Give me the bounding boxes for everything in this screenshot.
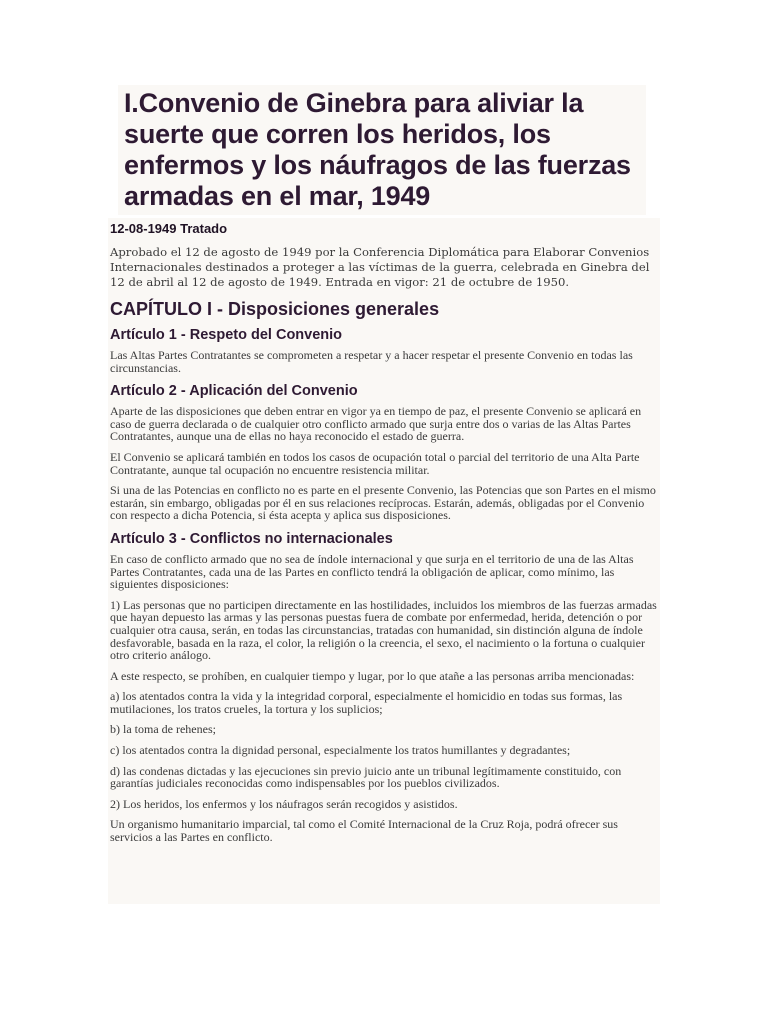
article-3-paragraph-3: A este respecto, se prohíben, en cualquier tiempo y lugar, por lo que atañe a las personas arriba mencionadas:: [110, 668, 635, 683]
article-2-paragraph-1: Aparte de las disposiciones que deben entrar en vigor ya en tiempo de paz, el presente Convenio se aplicará en caso de guerra declarada o de cualquier otro conflicto armado que surja entre dos o varias de las Altas Partes Contratantes, aunque una de ellas no haya reconocido el estado de guerra.: [110, 404, 642, 444]
article-3-paragraph-8: 2) Los heridos, los enfermos y los náufragos serán recogidos y asistidos.: [110, 796, 458, 811]
article-3-heading: Artículo 3 - Conflictos no internacionales: [110, 530, 393, 547]
article-3-paragraph-1: En caso de conflicto armado que no sea de índole internacional y que surja en el territorio de una de las Altas Partes Contratantes, cada una de las Partes en conflicto tendrá la obligación de aplicar, como mínimo, las siguientes disposiciones:: [110, 551, 634, 592]
chapter-heading: CAPÍTULO I - Disposiciones generales: [110, 299, 440, 319]
article-1-paragraph-1: Las Altas Partes Contratantes se comprometen a respetar y a hacer respetar el presente Convenio en todas las circunstancias.: [110, 348, 633, 375]
article-3-paragraph-2: 1) Las personas que no participen directamente en las hostilidades, incluidos los miembros de las fuerzas armadas que hayan depuesto las armas y las personas puestas fuera de combate por enfermedad, herida, detención o por cualquier otra causa, serán, en todas las circunstancias, tratadas con humanidad, sin distinción alguna de índole desfavorable, basada en la raza, el color, la religión o la creencia, el sexo, el nacimiento o la fortuna o cualquier otro criterio análogo.: [110, 597, 657, 663]
article-2-heading: Artículo 2 - Aplicación del Convenio: [110, 383, 358, 400]
article-3-paragraph-6: c) los atentados contra la dignidad personal, especialmente los tratos humillantes y degradantes;: [110, 743, 571, 758]
article-3-paragraph-7: d) las condenas dictadas y las ejecuciones sin previo juicio ante un tribunal legítimamente constituido, con garantías judiciales reconocidas como indispensables por los pueblos civilizados.: [110, 763, 622, 791]
title-block: [118, 85, 646, 215]
document-title: I.Convenio de Ginebra para aliviar la suerte que corren los heridos, los enfermos y los náufragos de las fuerzas armadas en el mar, 1949: [124, 88, 631, 211]
intro-paragraph: Aprobado el 12 de agosto de 1949 por la Conferencia Diplomática para Elaborar Convenios Internacionales destinados a proteger a las víctimas de la guerra, celebrada en Ginebra del 12 de abril al 12 de agosto de 1949. Entrada en vigor: 21 de octubre de 1950.: [110, 245, 650, 289]
article-2-paragraph-3: Si una de las Potencias en conflicto no es parte en el presente Convenio, las Potencias que son Partes en el mismo estarán, sin embargo, obligadas por él en sus relaciones recíprocas. Estarán, además, obligadas por el Convenio con respecto a dicha Potencia, si ésta acepta y aplica sus disposiciones.: [110, 483, 656, 523]
article-3-paragraph-9: Un organismo humanitario imparcial, tal como el Comité Internacional de la Cruz Roja, podrá ofrecer sus servicios a las Partes en conflicto.: [110, 817, 618, 845]
article-1-heading: Artículo 1 - Respeto del Convenio: [110, 327, 343, 343]
date-line: 12-08-1949 Tratado: [110, 221, 228, 236]
article-2-paragraph-2: El Convenio se aplicará también en todos los casos de ocupación total o parcial del territorio de una Alta Parte Contratante, aunque tal ocupación no encuentre resistencia militar.: [110, 449, 640, 477]
article-3-paragraph-5: b) la toma de rehenes;: [110, 722, 216, 737]
article-3-paragraph-4: a) los atentados contra la vida y la integridad corporal, especialmente el homicidio en todas sus formas, las mutilaciones, los tratos crueles, la tortura y los suplicios;: [110, 689, 623, 716]
document-body: [108, 218, 660, 904]
